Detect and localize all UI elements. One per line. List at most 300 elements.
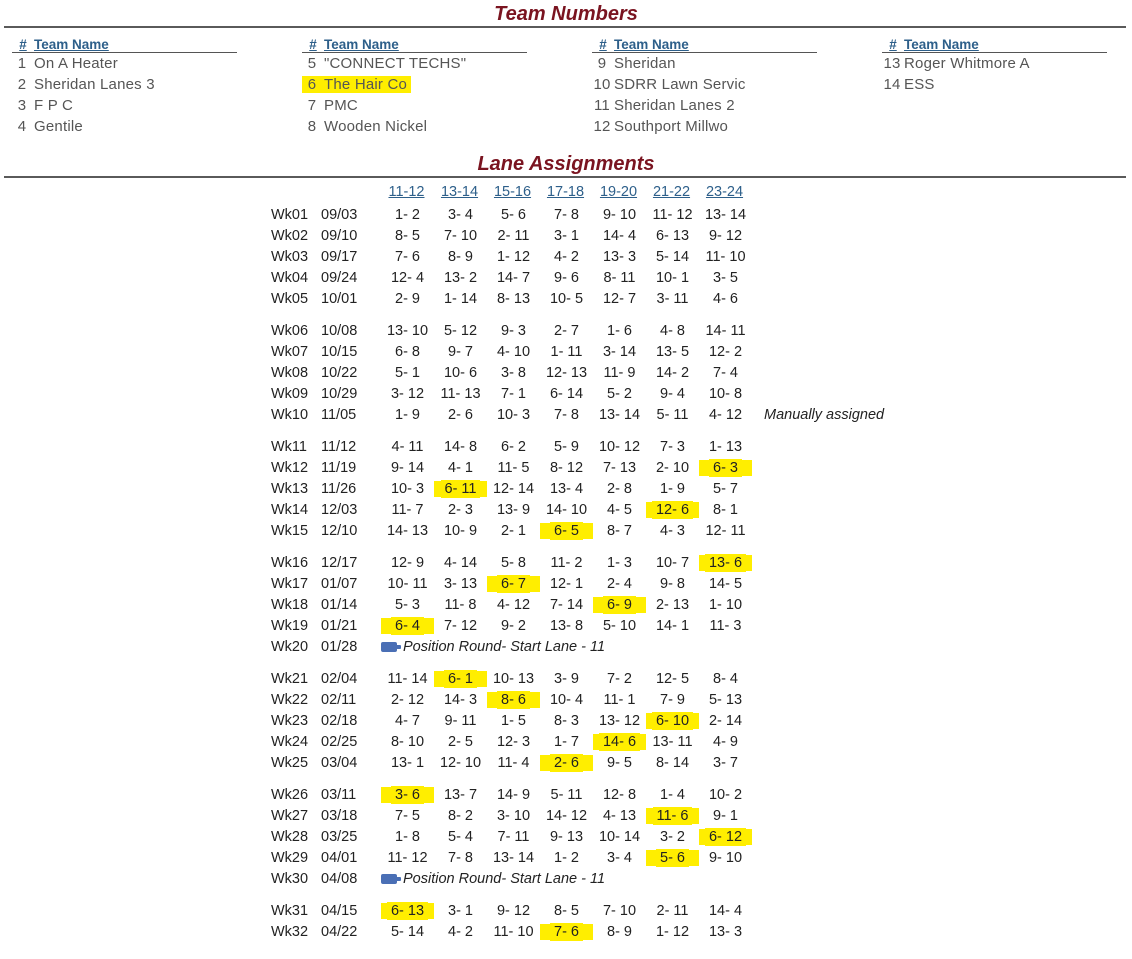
matchup-text: 1- 8 xyxy=(395,828,420,845)
position-round-note xyxy=(381,639,605,655)
matchup-cell xyxy=(646,481,699,497)
week-date: 04/01 xyxy=(321,849,358,866)
lane-assignments-rule xyxy=(4,176,1126,178)
matchup-text: 12- 3 xyxy=(496,733,531,750)
matchup-cell xyxy=(699,502,752,518)
matchup-cell xyxy=(593,671,646,687)
matchup-text: 5- 11 xyxy=(656,406,689,423)
matchup-text: 8- 7 xyxy=(607,522,632,539)
matchup-text: 1- 2 xyxy=(554,849,579,866)
matchup-cell xyxy=(487,713,540,729)
matchup-text: 1- 10 xyxy=(708,596,743,613)
matchup-text: 1- 14 xyxy=(443,290,478,307)
matchup-text: 3- 6 xyxy=(391,786,424,804)
week-date: 03/25 xyxy=(321,828,358,845)
pointing-hand-icon xyxy=(381,642,397,652)
week-date: 01/28 xyxy=(321,638,358,655)
team-number-header: # xyxy=(599,37,607,52)
matchup-text: 9- 1 xyxy=(713,807,738,824)
matchup-cell xyxy=(487,228,540,244)
week-row xyxy=(271,615,752,636)
week-label: Wk12 xyxy=(271,459,309,476)
matchup-cell xyxy=(487,249,540,265)
matchup-cell xyxy=(434,249,487,265)
matchup-text: 13- 9 xyxy=(496,501,531,518)
matchup-cell xyxy=(434,850,487,866)
matchup-cell xyxy=(699,291,752,307)
matchup-text: 6- 13 xyxy=(387,902,428,920)
matchup-text: 14- 10 xyxy=(545,501,588,518)
matchup-cell xyxy=(699,787,752,803)
team-column-2 xyxy=(302,34,527,137)
matchup-cell xyxy=(434,671,487,687)
matchup-cell xyxy=(646,555,699,571)
matchup-cell xyxy=(381,829,434,845)
week-label: Wk16 xyxy=(271,554,309,571)
matchup-cell xyxy=(434,344,487,360)
matchup-cell xyxy=(699,713,752,729)
week-date: 03/04 xyxy=(321,754,358,771)
matchup-cell xyxy=(381,344,434,360)
week-date: 11/26 xyxy=(321,480,357,497)
matchup-cell xyxy=(540,270,593,286)
team-column-header xyxy=(592,34,817,53)
matchup-text: 5- 9 xyxy=(554,438,579,455)
matchup-cell xyxy=(699,692,752,708)
matchup-cell xyxy=(699,207,752,223)
matchup-cell xyxy=(593,344,646,360)
matchup-text: 12- 9 xyxy=(390,554,425,571)
matchup-text: 8- 4 xyxy=(713,670,738,687)
matchup-cell xyxy=(434,903,487,919)
matchup-cell xyxy=(646,323,699,339)
matchup-text: 2- 3 xyxy=(448,501,473,518)
team-number-header: # xyxy=(19,37,27,52)
matchup-text: 4- 13 xyxy=(602,807,637,824)
week-date: 09/10 xyxy=(321,227,358,244)
matchup-text: 3- 10 xyxy=(496,807,531,824)
matchup-text: 8- 5 xyxy=(395,227,420,244)
matchup-text: 5- 6 xyxy=(656,849,689,867)
matchup-cell xyxy=(699,597,752,613)
matchup-text: 10- 3 xyxy=(390,480,425,497)
week-date: 10/08 xyxy=(321,322,358,339)
matchup-cell xyxy=(646,576,699,592)
matchup-cell xyxy=(540,787,593,803)
matchup-cell xyxy=(593,386,646,402)
lane-header-13-14: 13-14 xyxy=(440,184,479,200)
matchup-cell xyxy=(540,344,593,360)
matchup-text: 1- 12 xyxy=(496,248,531,265)
team-name-header: Team Name xyxy=(614,37,689,52)
matchup-cell xyxy=(434,481,487,497)
week-label: Wk26 xyxy=(271,786,309,803)
matchup-text: 7- 8 xyxy=(554,206,579,223)
matchup-text: 8- 3 xyxy=(554,712,579,729)
matchup-cell xyxy=(646,291,699,307)
matchup-text: 2- 6 xyxy=(550,754,583,772)
week-row xyxy=(271,383,752,404)
week-label: Wk17 xyxy=(271,575,309,592)
matchup-cell xyxy=(699,555,752,571)
matchup-text: 10- 14 xyxy=(598,828,641,845)
matchup-cell xyxy=(646,207,699,223)
matchup-text: 1- 4 xyxy=(660,786,685,803)
matchup-cell xyxy=(381,850,434,866)
matchup-text: 6- 14 xyxy=(549,385,584,402)
matchup-text: 13- 3 xyxy=(708,923,743,940)
matchup-cell xyxy=(487,850,540,866)
matchup-text: 9- 5 xyxy=(607,754,632,771)
matchup-cell xyxy=(646,502,699,518)
matchup-cell xyxy=(540,249,593,265)
team-number: 4 xyxy=(17,118,27,135)
team-row xyxy=(882,53,1107,74)
week-date: 09/24 xyxy=(321,269,358,286)
matchup-cell xyxy=(381,808,434,824)
matchup-cell xyxy=(593,618,646,634)
matchup-text: 2- 6 xyxy=(448,406,473,423)
matchup-cell xyxy=(487,576,540,592)
week-label: Wk19 xyxy=(271,617,309,634)
matchup-text: 6- 1 xyxy=(444,670,477,688)
matchup-cell xyxy=(540,734,593,750)
matchup-text: 3- 13 xyxy=(443,575,478,592)
matchup-text: 1- 6 xyxy=(607,322,632,339)
week-row xyxy=(271,288,752,309)
matchup-cell xyxy=(487,365,540,381)
matchup-text: 11- 1 xyxy=(603,691,636,708)
week-date: 01/07 xyxy=(321,575,358,592)
matchup-cell xyxy=(381,692,434,708)
matchup-text: 13- 12 xyxy=(598,712,641,729)
matchup-text: 11- 7 xyxy=(391,501,424,518)
team-column-3 xyxy=(592,34,817,137)
matchup-text: 10- 1 xyxy=(655,269,690,286)
matchup-text: 8- 5 xyxy=(554,902,579,919)
matchup-text: 10- 12 xyxy=(598,438,641,455)
lane-header-23-24: 23-24 xyxy=(705,184,744,200)
team-column-4 xyxy=(882,34,1107,95)
week-row xyxy=(271,826,752,847)
matchup-cell xyxy=(487,502,540,518)
matchup-text: 3- 14 xyxy=(602,343,637,360)
matchup-text: 5- 10 xyxy=(602,617,637,634)
matchup-cell xyxy=(434,228,487,244)
team-column-header xyxy=(882,34,1107,53)
matchup-text: 13- 5 xyxy=(655,343,690,360)
week-label: Wk27 xyxy=(271,807,309,824)
matchup-text: 7- 10 xyxy=(602,902,637,919)
matchup-cell xyxy=(593,249,646,265)
week-date: 11/12 xyxy=(321,438,357,455)
matchup-cell xyxy=(699,924,752,940)
week-date: 04/22 xyxy=(321,923,358,940)
matchup-text: 6- 8 xyxy=(395,343,420,360)
matchup-text: 11- 10 xyxy=(493,923,534,940)
matchup-cell xyxy=(381,713,434,729)
matchup-cell xyxy=(699,270,752,286)
matchup-cell xyxy=(593,291,646,307)
matchup-text: 1- 11 xyxy=(550,343,583,360)
matchup-cell xyxy=(699,829,752,845)
matchup-cell xyxy=(434,755,487,771)
matchup-cell xyxy=(487,618,540,634)
team-number: 7 xyxy=(307,97,317,114)
week-date: 03/11 xyxy=(321,786,357,803)
team-name: Roger Whitmore A xyxy=(904,55,1030,72)
matchup-cell xyxy=(646,439,699,455)
matchup-cell xyxy=(646,249,699,265)
matchup-cell xyxy=(381,291,434,307)
week-row xyxy=(271,478,752,499)
matchup-text: 3- 1 xyxy=(448,902,473,919)
matchup-cell xyxy=(540,808,593,824)
week-date: 10/15 xyxy=(321,343,358,360)
week-label: Wk02 xyxy=(271,227,309,244)
matchup-text: 9- 12 xyxy=(708,227,743,244)
matchup-cell xyxy=(434,692,487,708)
team-name: ESS xyxy=(904,76,935,93)
matchup-text: 3- 2 xyxy=(660,828,685,845)
matchup-text: 14- 5 xyxy=(708,575,743,592)
week-label: Wk23 xyxy=(271,712,309,729)
week-row xyxy=(271,225,752,246)
matchup-text: 7- 12 xyxy=(443,617,478,634)
matchup-text: 3- 4 xyxy=(448,206,473,223)
matchup-cell xyxy=(381,207,434,223)
matchup-cell xyxy=(540,228,593,244)
matchup-text: 3- 7 xyxy=(713,754,738,771)
matchup-cell xyxy=(593,407,646,423)
matchup-cell xyxy=(381,460,434,476)
matchup-cell xyxy=(593,755,646,771)
matchup-text: 2- 13 xyxy=(655,596,690,613)
week-label: Wk09 xyxy=(271,385,309,402)
week-row xyxy=(271,246,752,267)
matchup-text: 2- 12 xyxy=(390,691,425,708)
week-row xyxy=(271,267,752,288)
team-column-1 xyxy=(12,34,237,137)
matchup-text: 1- 2 xyxy=(395,206,420,223)
matchup-cell xyxy=(540,903,593,919)
matchup-cell xyxy=(593,787,646,803)
matchup-cell xyxy=(381,576,434,592)
matchup-cell xyxy=(381,228,434,244)
matchup-text: 11- 9 xyxy=(603,364,636,381)
matchup-cell xyxy=(540,481,593,497)
matchup-cell xyxy=(434,713,487,729)
week-note: Manually assigned xyxy=(764,406,885,423)
matchup-cell xyxy=(487,523,540,539)
position-round-text: Position Round- Start Lane - 11 xyxy=(403,870,606,887)
matchup-cell xyxy=(646,713,699,729)
matchup-cell xyxy=(646,597,699,613)
matchup-text: 8- 11 xyxy=(603,269,636,286)
week-row xyxy=(271,921,752,942)
matchup-text: 12- 5 xyxy=(655,670,690,687)
matchup-text: 1- 3 xyxy=(607,554,632,571)
matchup-text: 8- 13 xyxy=(496,290,531,307)
matchup-cell xyxy=(487,597,540,613)
matchup-cell xyxy=(699,734,752,750)
team-name: F P C xyxy=(34,97,74,114)
matchup-cell xyxy=(699,850,752,866)
matchup-cell xyxy=(381,502,434,518)
matchup-cell xyxy=(434,460,487,476)
matchup-cell xyxy=(381,365,434,381)
week-label: Wk14 xyxy=(271,501,309,518)
matchup-text: 4- 2 xyxy=(448,923,473,940)
matchup-cell xyxy=(540,671,593,687)
matchup-text: 5- 1 xyxy=(395,364,420,381)
matchup-text: 14- 1 xyxy=(655,617,690,634)
matchup-cell xyxy=(487,439,540,455)
matchup-text: 1- 12 xyxy=(655,923,690,940)
matchup-cell xyxy=(593,829,646,845)
matchup-text: 8- 6 xyxy=(497,691,530,709)
team-name: "CONNECT TECHS" xyxy=(324,55,467,72)
week-label: Wk28 xyxy=(271,828,309,845)
matchup-cell xyxy=(699,808,752,824)
matchup-text: 10- 7 xyxy=(655,554,690,571)
week-label: Wk24 xyxy=(271,733,309,750)
week-label: Wk21 xyxy=(271,670,309,687)
week-row xyxy=(271,499,752,520)
team-number: 10 xyxy=(593,76,611,93)
matchup-text: 1- 13 xyxy=(708,438,743,455)
team-row xyxy=(882,74,1107,95)
week-row xyxy=(271,752,752,773)
matchup-text: 6- 7 xyxy=(497,575,530,593)
matchup-text: 6- 11 xyxy=(441,480,481,498)
matchup-text: 3- 4 xyxy=(607,849,632,866)
matchup-cell xyxy=(646,787,699,803)
week-row xyxy=(271,731,752,752)
matchup-cell xyxy=(699,365,752,381)
matchup-cell xyxy=(646,407,699,423)
week-label: Wk03 xyxy=(271,248,309,265)
matchup-text: 2- 14 xyxy=(708,712,743,729)
matchup-text: 13- 14 xyxy=(492,849,535,866)
matchup-text: 8- 10 xyxy=(390,733,425,750)
week-row xyxy=(271,341,752,362)
team-number: 9 xyxy=(597,55,607,72)
matchup-cell xyxy=(540,502,593,518)
team-name: Sheridan xyxy=(614,55,676,72)
matchup-text: 10- 4 xyxy=(549,691,584,708)
lane-header-11-12: 11-12 xyxy=(388,184,425,200)
matchup-cell xyxy=(646,850,699,866)
week-label: Wk01 xyxy=(271,206,309,223)
matchup-text: 2- 1 xyxy=(501,522,526,539)
matchup-cell xyxy=(487,808,540,824)
week-label: Wk05 xyxy=(271,290,309,307)
week-label: Wk30 xyxy=(271,870,309,887)
matchup-cell xyxy=(434,439,487,455)
matchup-text: 14- 8 xyxy=(443,438,478,455)
matchup-text: 7- 8 xyxy=(448,849,473,866)
matchup-text: 5- 14 xyxy=(655,248,690,265)
matchup-cell xyxy=(646,523,699,539)
matchup-cell xyxy=(487,291,540,307)
matchup-cell xyxy=(540,850,593,866)
matchup-text: 10- 9 xyxy=(443,522,478,539)
matchup-cell xyxy=(593,576,646,592)
matchup-cell xyxy=(434,787,487,803)
matchup-text: 5- 13 xyxy=(708,691,743,708)
matchup-text: 10- 6 xyxy=(443,364,478,381)
matchup-text: 11- 6 xyxy=(653,807,693,825)
matchup-text: 12- 11 xyxy=(705,522,746,539)
matchup-text: 12- 13 xyxy=(545,364,588,381)
matchup-cell xyxy=(434,555,487,571)
matchup-cell xyxy=(540,291,593,307)
matchup-cell xyxy=(487,734,540,750)
matchup-cell xyxy=(381,734,434,750)
week-row xyxy=(271,805,752,826)
matchup-cell xyxy=(646,344,699,360)
week-date: 10/01 xyxy=(321,290,358,307)
matchup-cell xyxy=(434,207,487,223)
week-label: Wk06 xyxy=(271,322,309,339)
team-row xyxy=(12,53,237,74)
matchup-text: 10- 2 xyxy=(708,786,743,803)
week-row xyxy=(271,689,752,710)
matchup-cell xyxy=(381,323,434,339)
matchup-cell xyxy=(646,924,699,940)
matchup-text: 6- 4 xyxy=(391,617,424,635)
matchup-cell xyxy=(699,439,752,455)
matchup-cell xyxy=(381,924,434,940)
matchup-text: 13- 11 xyxy=(652,733,693,750)
team-name: Gentile xyxy=(34,118,83,135)
matchup-cell xyxy=(540,386,593,402)
matchup-text: 14- 13 xyxy=(386,522,429,539)
team-row xyxy=(12,116,237,137)
team-number-header: # xyxy=(309,37,317,52)
matchup-text: 9- 10 xyxy=(708,849,743,866)
matchup-text: 14- 4 xyxy=(708,902,743,919)
week-date: 12/17 xyxy=(321,554,358,571)
matchup-text: 8- 9 xyxy=(448,248,473,265)
matchup-text: 2- 10 xyxy=(655,459,690,476)
matchup-cell xyxy=(381,618,434,634)
matchup-text: 14- 3 xyxy=(443,691,478,708)
matchup-cell xyxy=(487,460,540,476)
team-name: SDRR Lawn Servic xyxy=(614,76,746,93)
matchup-text: 8- 12 xyxy=(549,459,584,476)
matchup-text: 9- 4 xyxy=(660,385,685,402)
matchup-cell xyxy=(487,903,540,919)
week-date: 09/03 xyxy=(321,206,358,223)
week-row xyxy=(271,404,884,425)
week-date: 11/19 xyxy=(321,459,357,476)
week-date: 01/21 xyxy=(321,617,358,634)
matchup-text: 13- 8 xyxy=(549,617,584,634)
week-row xyxy=(271,868,605,889)
matchup-text: 14- 11 xyxy=(705,322,746,339)
matchup-cell xyxy=(593,555,646,571)
matchup-text: 1- 5 xyxy=(501,712,526,729)
week-date: 04/15 xyxy=(321,902,358,919)
matchup-cell xyxy=(699,323,752,339)
matchup-cell xyxy=(540,523,593,539)
matchup-cell xyxy=(434,576,487,592)
lane-header-15-16: 15-16 xyxy=(493,184,532,200)
matchup-cell xyxy=(540,713,593,729)
matchup-cell xyxy=(593,924,646,940)
